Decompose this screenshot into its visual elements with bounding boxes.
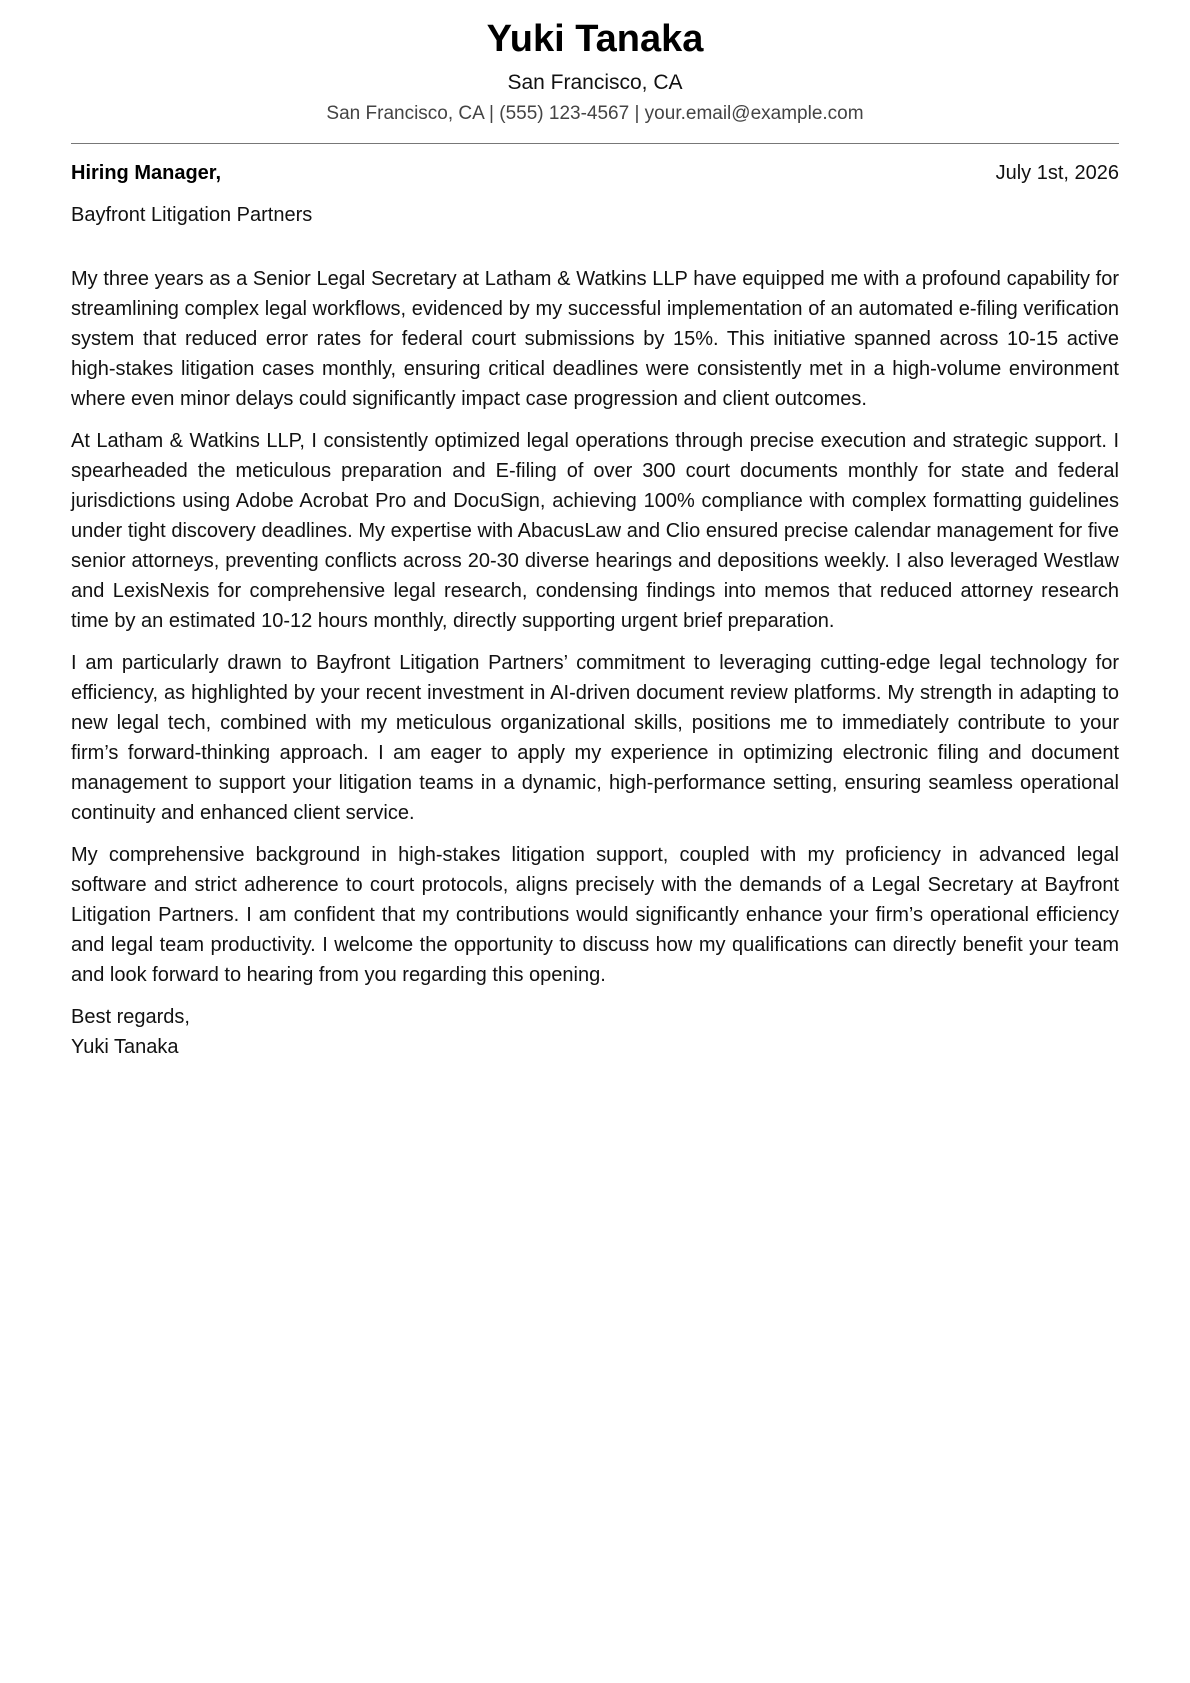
header-divider [71, 143, 1119, 144]
sender-location: San Francisco, CA [507, 71, 683, 94]
letter-date: July 1st, 2026 [995, 162, 1119, 184]
letter-body [71, 264, 1119, 990]
letter-closing [71, 1002, 1119, 1062]
body-paragraph-3: I am particularly drawn to Bayfront Litigation Partners’ commitment to leveraging cutting-edge legal technology for efficiency, as highlighted by your recent investment in AI-driven document review platforms. My strength in adapting to new legal tech, combined with my meticulous organizational skills, positions me to immediately contribute to your firm’s forward-thinking approach. I am eager to apply my experience in optimizing electronic filing and document management to support your litigation teams in a dynamic, high-performance setting, ensuring seamless operational continuity and enhanced client service. [71, 652, 1119, 824]
valediction: Best regards, [71, 1006, 190, 1028]
recipient-salutation: Hiring Manager, [71, 162, 222, 184]
sender-contact-line: San Francisco, CA | (555) 123-4567 | your.email@example.com [326, 103, 864, 124]
sender-name: Yuki Tanaka [486, 18, 704, 60]
letter-header [71, 0, 1119, 128]
body-paragraph-4: My comprehensive background in high-stakes litigation support, coupled with my proficiency in advanced legal software and strict adherence to court protocols, aligns precisely with the demands of a Legal Secretary at Bayfront Litigation Partners. I am confident that my contributions would significantly enhance your firm’s operational efficiency and legal team productivity. I welcome the opportunity to discuss how my qualifications can directly benefit your team and look forward to hearing from you regarding this opening. [71, 844, 1119, 986]
recipient-row [71, 158, 1119, 188]
body-paragraph-1: My three years as a Senior Legal Secretary at Latham & Watkins LLP have equipped me with a profound capability for streamlining complex legal workflows, evidenced by my successful implementation of an automated e-filing verification system that reduced error rates for federal court submissions by 15%. This initiative spanned across 10-15 active high-stakes litigation cases monthly, ensuring critical deadlines were consistently met in a high-volume environment where even minor delays could significantly impact case progression and client outcomes. [71, 268, 1119, 410]
signature-name: Yuki Tanaka [71, 1036, 179, 1058]
recipient-company: Bayfront Litigation Partners [71, 204, 313, 226]
body-paragraph-2: At Latham & Watkins LLP, I consistently optimized legal operations through precise execution and strategic support. I spearheaded the meticulous preparation and E-filing of over 300 court documents monthly for state and federal jurisdictions using Adobe Acrobat Pro and DocuSign, achieving 100% compliance with complex formatting guidelines under tight discovery deadlines. My expertise with AbacusLaw and Clio ensured precise calendar management for five senior attorneys, preventing conflicts across 20-30 diverse hearings and depositions weekly. I also leveraged Westlaw and LexisNexis for comprehensive legal research, condensing findings into memos that reduced attorney research time by an estimated 10-12 hours monthly, directly supporting urgent brief preparation. [71, 430, 1119, 632]
